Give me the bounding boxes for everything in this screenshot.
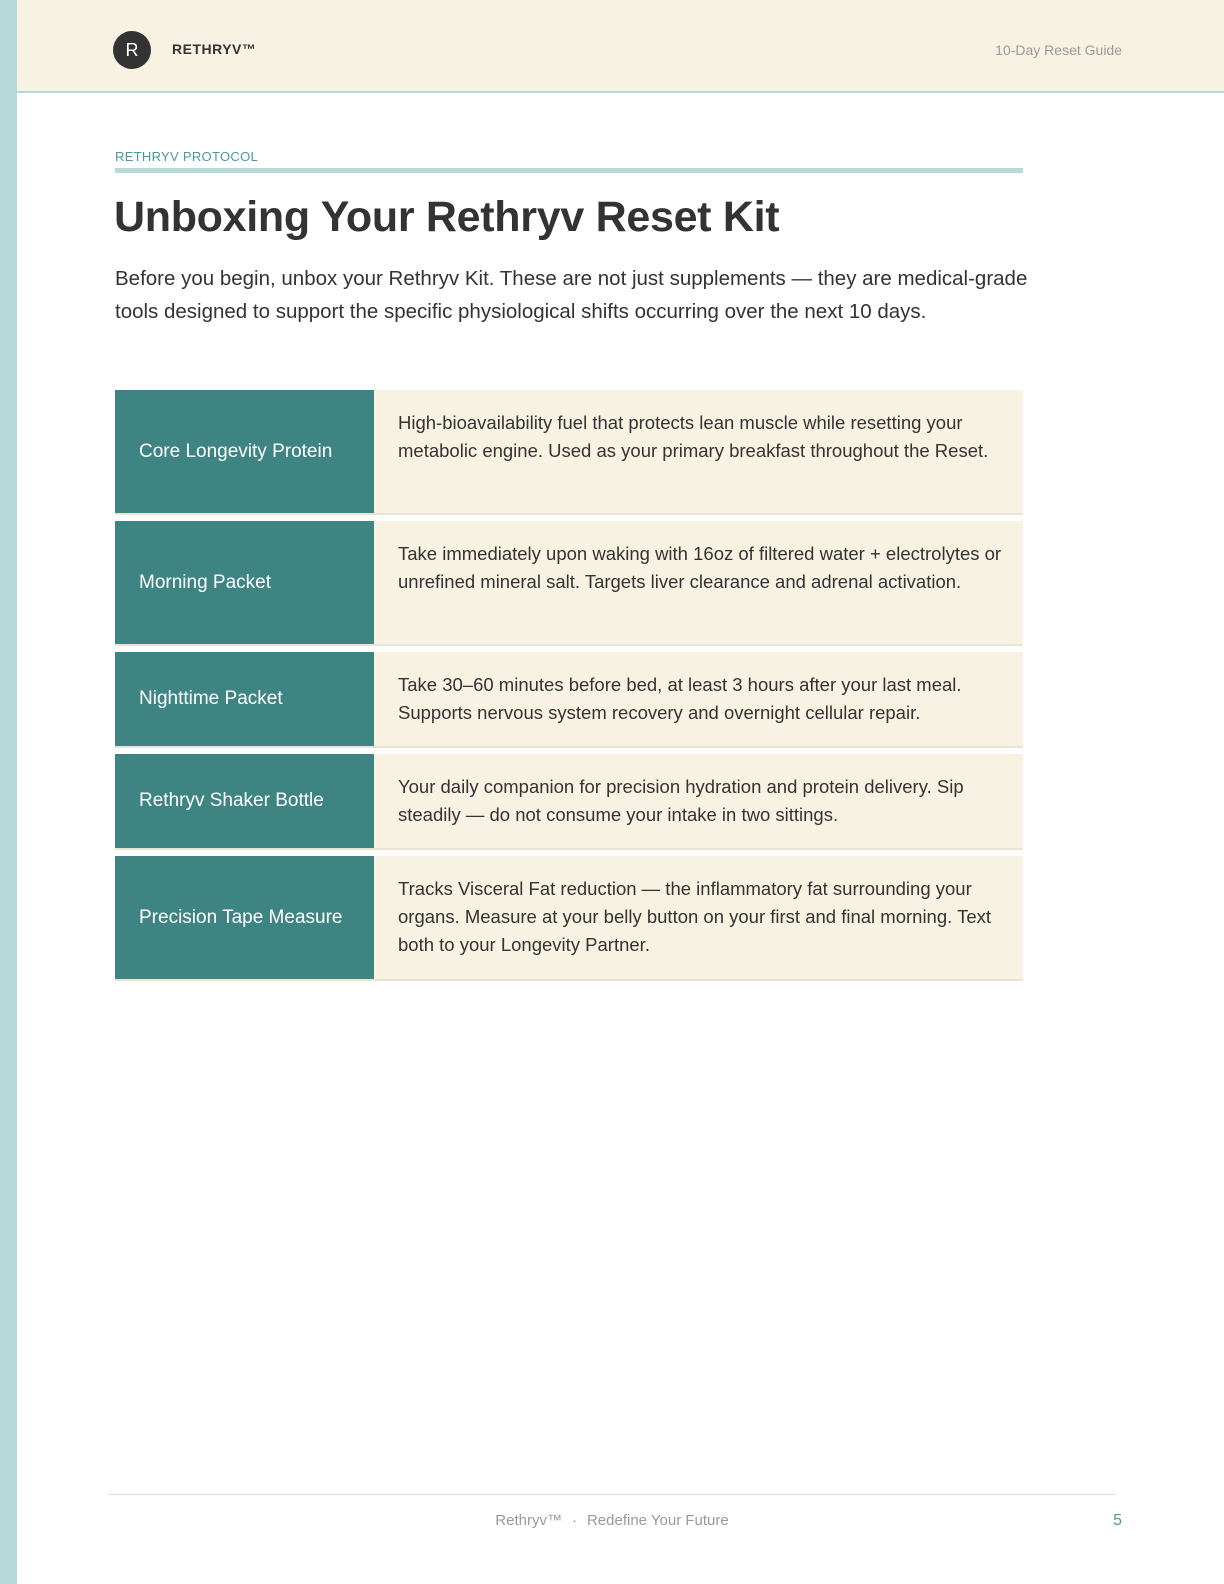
kit-item-description: Take immediately upon waking with 16oz of filtered water + electrolytes or unrefined mineral salt. Targets liver clearance and adrenal activation. bbox=[374, 521, 1023, 644]
kit-row bbox=[115, 521, 1023, 646]
kit-item-description: High-bioavailability fuel that protects lean muscle while resetting your metabolic engine. Used as your primary breakfast throughout the Reset. bbox=[374, 390, 1023, 513]
kit-item-name: Core Longevity Protein bbox=[115, 390, 374, 513]
footer-separator: · bbox=[571, 1512, 577, 1529]
intro-paragraph: Before you begin, unbox your Rethryv Kit. These are not just supplements — they are medical-grade tools designed to support the specific physiological shifts occurring over the next 10 days. bbox=[115, 267, 1028, 323]
kit-row bbox=[115, 856, 1023, 981]
kit-item-name: Morning Packet bbox=[115, 521, 374, 644]
kit-item-name: Rethryv Shaker Bottle bbox=[115, 754, 374, 848]
page-header bbox=[17, 0, 1224, 93]
page-title: Unboxing Your Rethryv Reset Kit bbox=[114, 193, 780, 241]
kit-row bbox=[115, 390, 1023, 515]
footer-tagline: Redefine Your Future bbox=[586, 1512, 729, 1529]
section-label: RETHRYV PROTOCOL bbox=[115, 149, 259, 164]
kit-row bbox=[115, 652, 1023, 748]
page-footer bbox=[0, 1512, 1224, 1529]
kit-items-table bbox=[115, 390, 1023, 987]
brand-name: RETHRYV™ bbox=[172, 41, 257, 57]
logo-badge: R bbox=[113, 31, 151, 69]
kit-item-description: Take 30–60 minutes before bed, at least 3 hours after your last meal. Supports nervous system recovery and overnight cellular repair. bbox=[374, 652, 1023, 746]
section-divider bbox=[115, 168, 1023, 173]
kit-row bbox=[115, 754, 1023, 850]
footer-divider bbox=[108, 1494, 1116, 1495]
page-number: 5 bbox=[1113, 1512, 1122, 1529]
kit-item-description: Tracks Visceral Fat reduction — the inflammatory fat surrounding your organs. Measure at your belly button on your first and final morning. Text both to your Longevity Partner. bbox=[374, 856, 1023, 979]
kit-item-name: Nighttime Packet bbox=[115, 652, 374, 746]
left-accent-bar bbox=[0, 0, 17, 1584]
guide-title: 10-Day Reset Guide bbox=[995, 42, 1122, 58]
kit-item-description: Your daily companion for precision hydration and protein delivery. Sip steadily — do not consume your intake in two sittings. bbox=[374, 754, 1023, 848]
kit-item-name: Precision Tape Measure bbox=[115, 856, 374, 979]
footer-brand: Rethryv™ bbox=[495, 1512, 562, 1529]
